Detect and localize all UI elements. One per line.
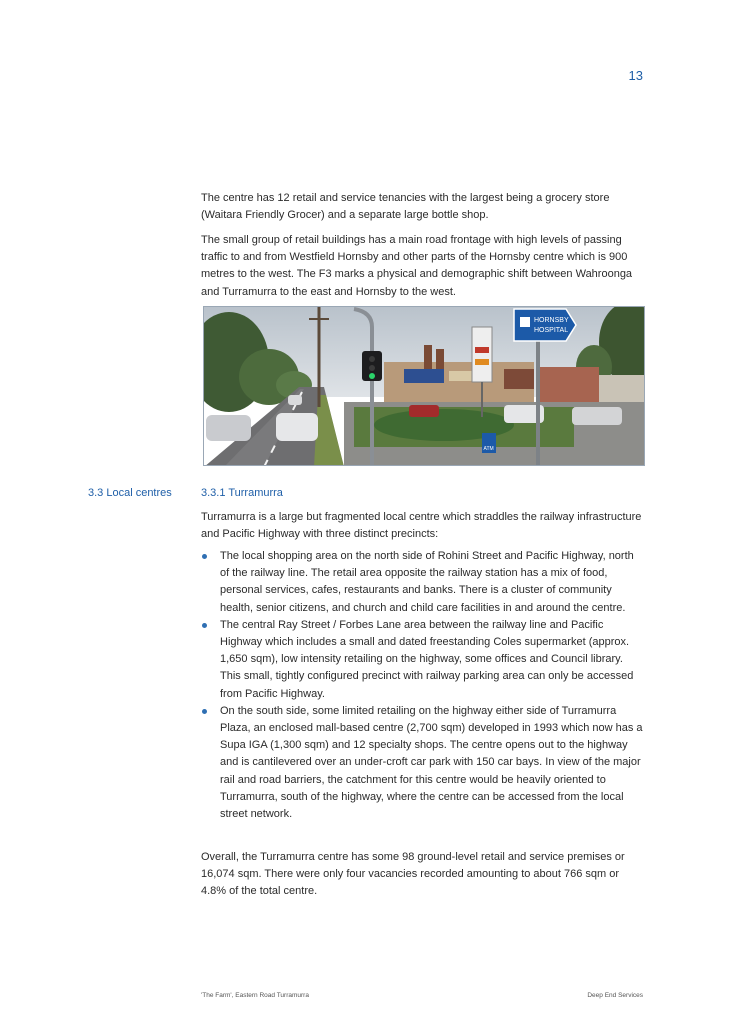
paragraph-intro bbox=[201, 509, 645, 543]
list-item bbox=[201, 548, 645, 617]
sign-text-hornsby: HORNSBY bbox=[534, 317, 569, 324]
page-number: 13 bbox=[628, 68, 643, 83]
paragraph-text: The centre has 12 retail and service tenancies with the largest being a grocery store (Waitara Friendly Grocer) and a separate large bottle shop. bbox=[201, 192, 610, 222]
paragraph-retail-buildings bbox=[201, 232, 645, 301]
paragraph-text: Turramurra is a large but fragmented local centre which straddles the railway infrastructure and Pacific Highway with three distinct precincts: bbox=[201, 511, 642, 541]
list-item-text: The local shopping area on the north side of Rohini Street and Pacific Highway, north of the railway line. The retail area opposite the railway station has a mix of food, personal services, cafes, restaurants and banks. There is a cluster of community health, senior citizens, and church and child care facilities in and around the centre. bbox=[220, 550, 634, 614]
list-item bbox=[201, 703, 645, 823]
bullet-icon bbox=[202, 709, 207, 714]
paragraph-overall bbox=[201, 849, 645, 901]
list-item-text: The central Ray Street / Forbes Lane area between the railway line and Pacific Highway which includes a small and dated freestanding Coles supermarket (approx. 1,650 sqm), low intensity retailing on the highway, some offices and Council library. This small, tightly configured precinct with railway parking area can only be accessed from Pacific Highway. bbox=[220, 618, 634, 700]
bullet-icon bbox=[202, 623, 207, 628]
paragraph-text: Overall, the Turramurra centre has some 98 ground-level retail and service premises or 16,074 sqm. There were only four vacancies recorded amounting to about 766 sqm or 4.8% of the total centre. bbox=[201, 851, 625, 898]
paragraph-text: The small group of retail buildings has a main road frontage with high levels of passing traffic to and from Westfield Hornsby and other parts of the Hornsby centre which is 900 metres to the west. The F3 marks a physical and demographic shift between Wahroonga and Turramurra to the east and Hornsby to the west. bbox=[201, 234, 633, 298]
paragraph-tenancies bbox=[201, 190, 645, 224]
subsection-title: 3.3.1 Turramurra bbox=[201, 487, 283, 499]
street-photo bbox=[203, 306, 645, 466]
list-item bbox=[201, 617, 645, 703]
footer-left: 'The Farm', Eastern Road Turramurra bbox=[201, 992, 309, 999]
atm-sign-text: ATM bbox=[483, 446, 494, 452]
sign-text-hospital: HOSPITAL bbox=[534, 327, 569, 334]
section-label: 3.3 Local centres bbox=[88, 487, 172, 499]
precinct-list bbox=[201, 548, 645, 823]
footer-right: Deep End Services bbox=[587, 992, 643, 999]
list-item-text: On the south side, some limited retailing on the highway either side of Turramurra Plaza, an enclosed mall-based centre (2,700 sqm) developed in 1993 which now has a Supa IGA (1,300 sqm) and 12 specialty shops. The centre opens out to the highway and is cantilevered over an under-croft car park with 150 car bays. In view of the major rail and road barriers, the catchment for this centre would be heavily oriented to Turramurra, south of the highway, where the centre can be accessed from the local street network. bbox=[220, 704, 643, 821]
bullet-icon bbox=[202, 554, 207, 559]
